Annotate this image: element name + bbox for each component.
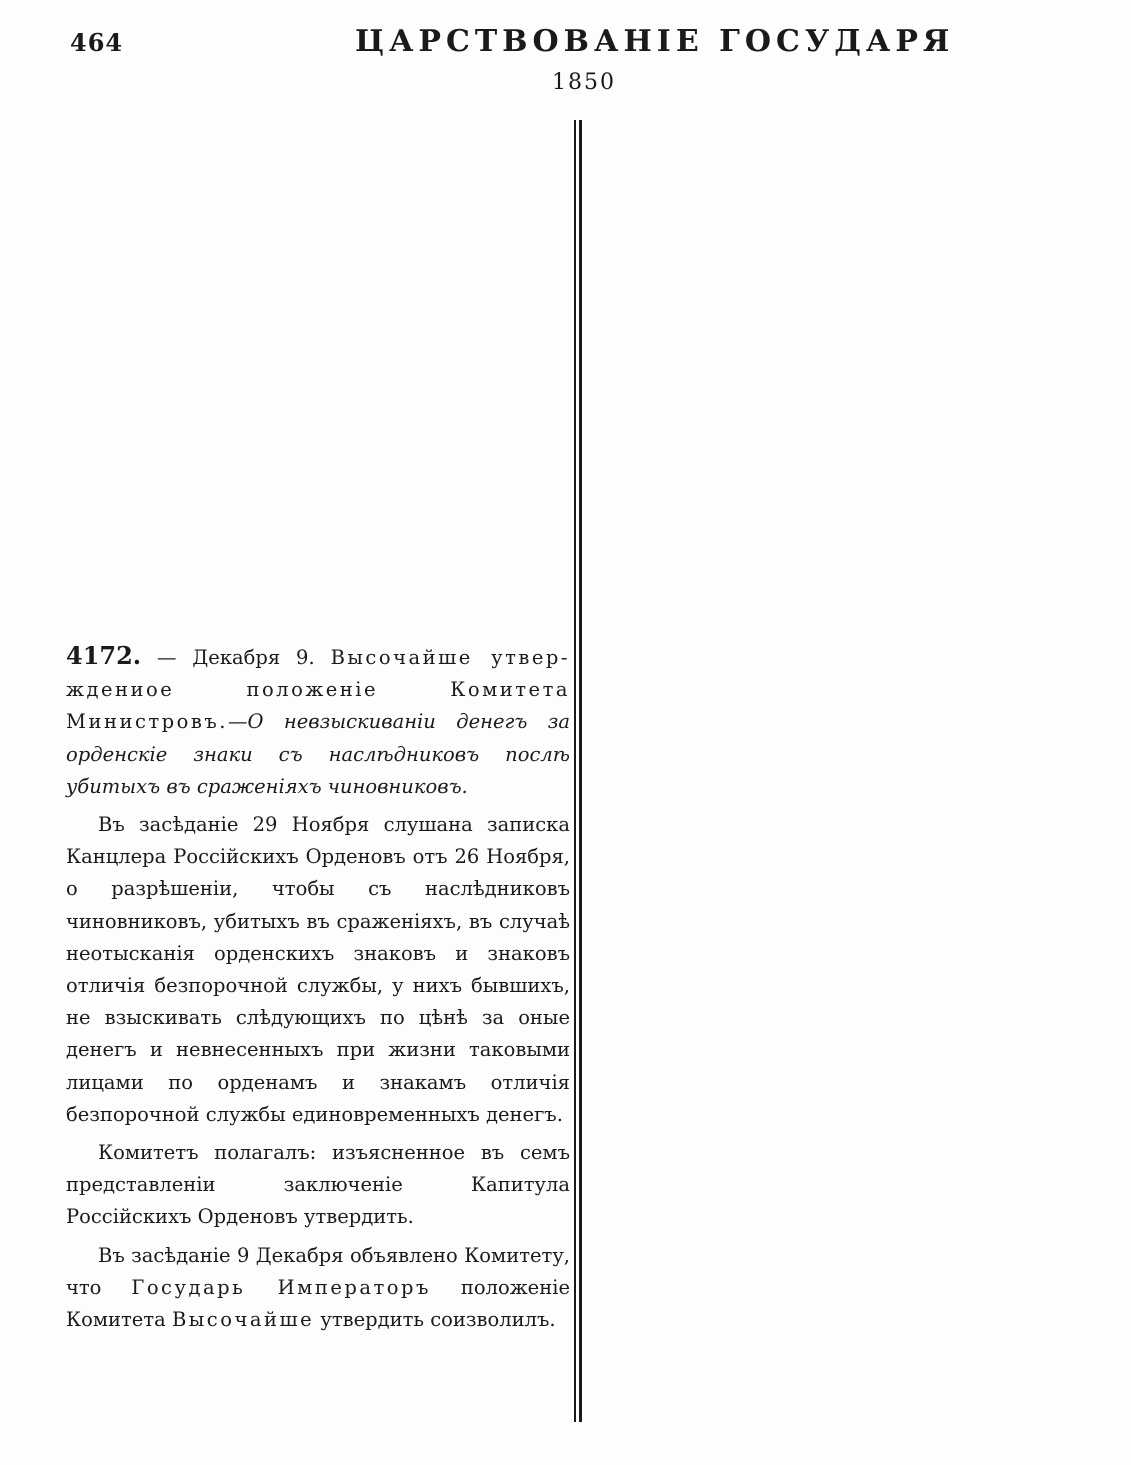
paragraph-3-end: утвердить соизволилъ. <box>314 1308 556 1332</box>
paragraph-3-mid: положеніе Комитета <box>66 1275 570 1332</box>
paragraph-1: Въ засѣданіе 29 Ноября слушана записка Канцлера Россійскихъ Орденовъ отъ 26 Ноября, о разрѣшеніи, чтобы съ наслѣдниковъ чиновниковъ, убитыхъ въ сраженіяхъ, въ случаѣ неотысканія орденскихъ знаковъ и знаковъ отличія безпорочной службы, у нихъ бывшихъ, не взыскивать слѣдующихъ по цѣнѣ за оные денегъ и невнесенныхъ при жизни таковыми лицами по орденамъ и знакамъ отличія безпорочной службы единовременныхъ денегъ. <box>66 813 570 1126</box>
paragraph-3-start: Въ засѣданіе 9 Декабря объявлено Комитету, что <box>66 1243 570 1299</box>
paragraph-3-emperor: Государь Императоръ <box>131 1275 431 1299</box>
column-divider-rule-left <box>574 120 576 1422</box>
paragraph-3-highest: Высочайше <box>171 1308 315 1332</box>
entry-date: — Декабря 9. <box>141 646 331 669</box>
paragraph-3 <box>66 1240 570 1337</box>
entry-approved-title: Высочайше утвер-ждениое положеніе Комитета Министровъ. <box>66 646 570 734</box>
running-title: ЦАРСТВОВАНІЕ ГОСУДАРЯ <box>355 24 955 59</box>
page-number: 464 <box>70 28 124 57</box>
text-column-left <box>66 640 570 1336</box>
paragraph-2: Комитетъ полагалъ: изъясненное въ семъ представленіи заключеніе Капитула Россійскихъ Орденовъ утвердить. <box>66 1141 570 1229</box>
year-heading: 1850 <box>552 70 616 95</box>
column-divider-rule-right <box>579 120 582 1422</box>
entry-dash: — <box>227 710 248 734</box>
entry-number: 4172. <box>66 641 142 670</box>
entry-heading <box>66 640 570 803</box>
entry-subject: О невзыскиваніи денегъ за орденскіе знаки съ наслѣдниковъ послѣ убитыхъ въ сраженіяхъ чиновниковъ. <box>66 710 570 798</box>
